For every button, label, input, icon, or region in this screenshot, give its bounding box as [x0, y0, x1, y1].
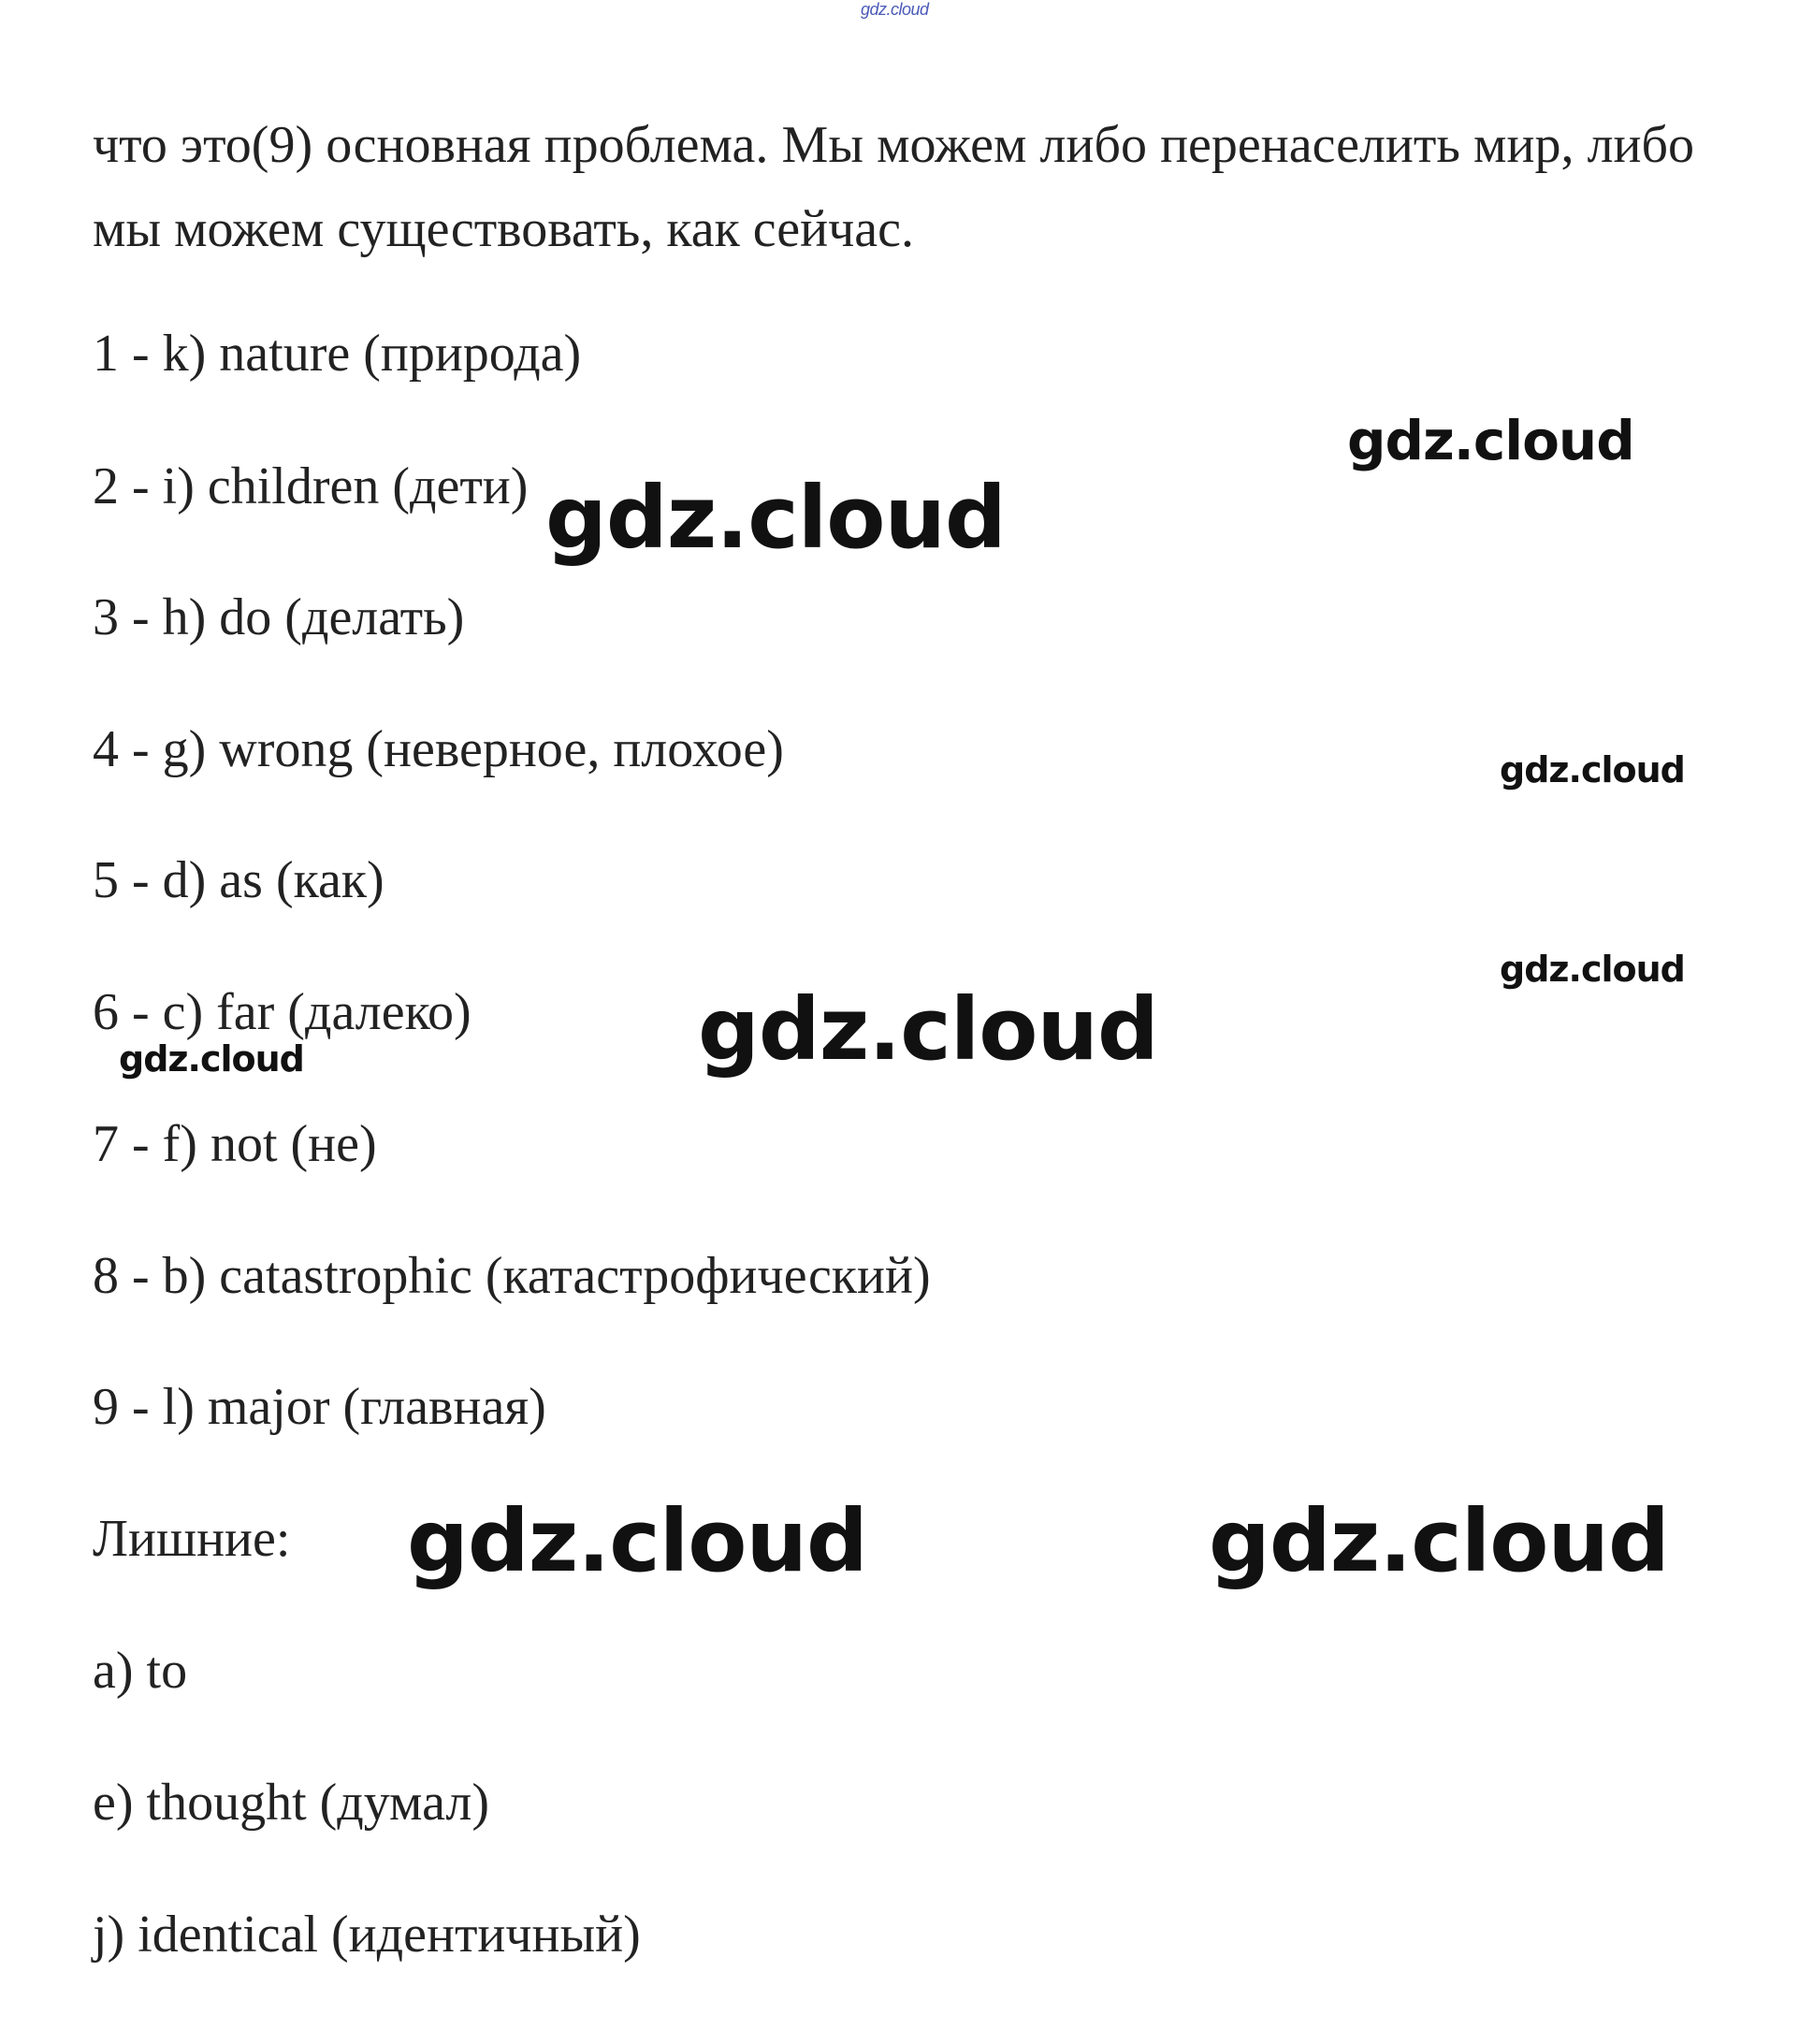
answer-6: 6 - c) far (далеко) [93, 983, 472, 1041]
answer-2: 2 - i) children (дети) [93, 457, 529, 515]
answer-1: 1 - k) nature (природа) [93, 325, 582, 383]
answer-5: 5 - d) as (как) [93, 851, 384, 909]
answer-3: 3 - h) do (делать) [93, 588, 465, 646]
extra-item-e: e) thought (думал) [93, 1774, 490, 1832]
answer-7: 7 - f) not (не) [93, 1115, 377, 1173]
site-mark: gdz.cloud [861, 0, 929, 19]
watermark: gdz.cloud [545, 468, 1006, 568]
answer-9: 9 - l) major (главная) [93, 1378, 546, 1436]
extra-item-j: j) identical (идентичный) [93, 1906, 641, 1964]
watermark: gdz.cloud [1347, 409, 1634, 472]
answer-4: 4 - g) wrong (неверное, плохое) [93, 720, 784, 778]
watermark: gdz.cloud [407, 1491, 867, 1591]
watermark: gdz.cloud [698, 979, 1158, 1080]
watermark: gdz.cloud [119, 1038, 304, 1080]
watermark: gdz.cloud [1500, 749, 1685, 790]
watermark: gdz.cloud [1209, 1491, 1669, 1591]
watermark: gdz.cloud [1500, 949, 1685, 990]
extra-item-a: a) to [93, 1642, 188, 1700]
answer-8: 8 - b) catastrophic (катастрофический) [93, 1247, 931, 1305]
extra-heading: Лишние: [93, 1510, 291, 1568]
intro-paragraph: что это(9) основная проблема. Мы можем либо перенаселить мир, либо мы можем существовать, как сейчас. [93, 116, 1694, 258]
